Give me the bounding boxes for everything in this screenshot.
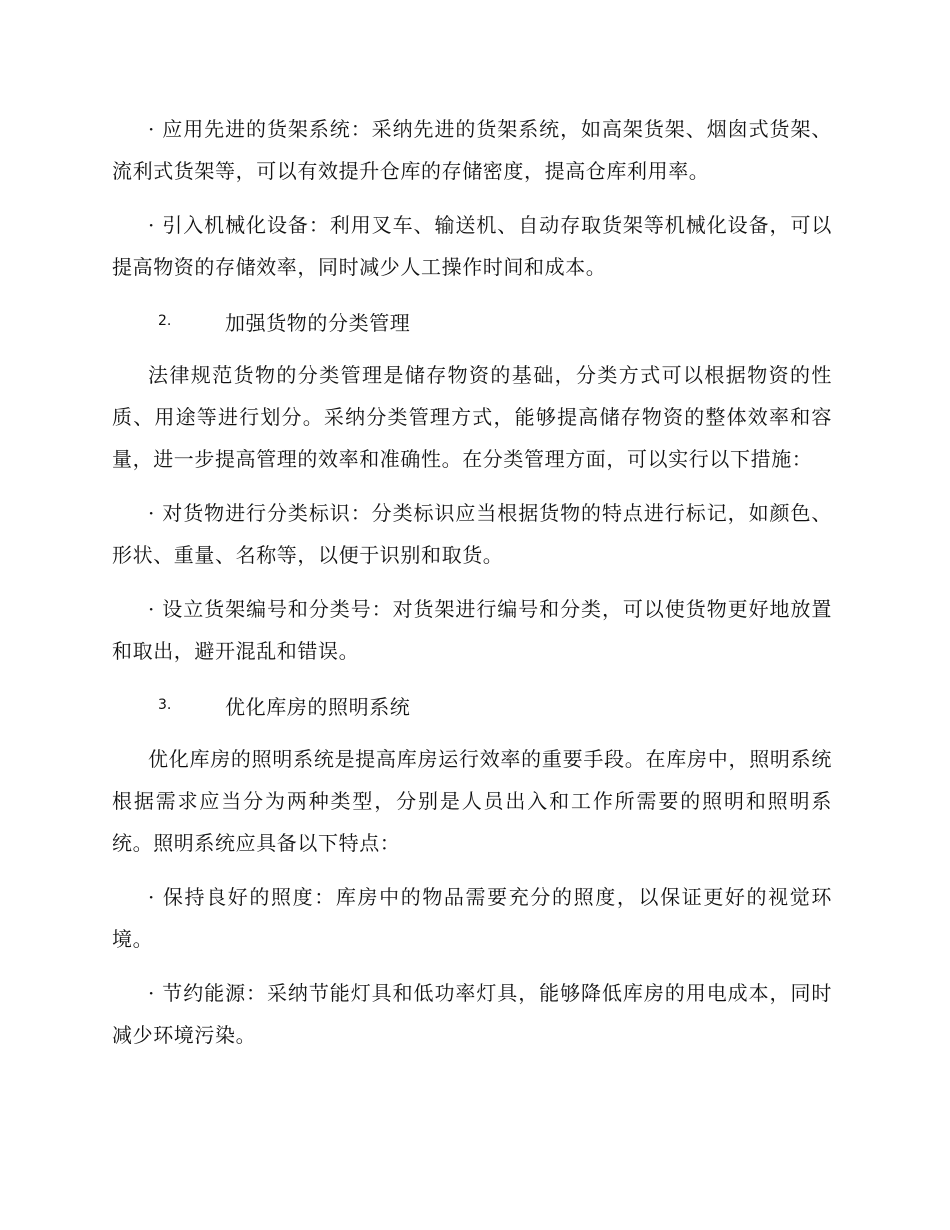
bullet-shelf-numbering: · 设立货架编号和分类号：对货架进行编号和分类，可以使货物更好地放置和取出，避开混乱和错误。 bbox=[112, 597, 832, 663]
section-number: 2. bbox=[158, 313, 172, 329]
bullet-mechanized-equipment: · 引入机械化设备：利用叉车、输送机、自动存取货架等机械化设备，可以提高物资的存储效率，同时减少人工操作时间和成本。 bbox=[112, 213, 832, 279]
section-number: 3. bbox=[158, 697, 172, 713]
document-body bbox=[112, 108, 832, 1068]
bullet-goods-labeling: · 对货物进行分类标识：分类标识应当根据货物的特点进行标记，如颜色、形状、重量、名称等，以便于识别和取货。 bbox=[112, 501, 832, 567]
section-title: 加强货物的分类管理 bbox=[225, 310, 411, 335]
section-3-paragraph: 优化库房的照明系统是提高库房运行效率的重要手段。在库房中，照明系统根据需求应当分为两种类型，分别是人员出入和工作所需要的照明和照明系统。照明系统应具备以下特点： bbox=[112, 747, 832, 855]
bullet-illuminance: · 保持良好的照度：库房中的物品需要充分的照度，以保证更好的视觉环境。 bbox=[112, 885, 832, 951]
bullet-shelving-system: · 应用先进的货架系统：采纳先进的货架系统，如高架货架、烟囱式货架、流利式货架等，可以有效提升仓库的存储密度，提高仓库利用率。 bbox=[112, 117, 832, 183]
bullet-energy-saving: · 节约能源：采纳节能灯具和低功率灯具，能够降低库房的用电成本，同时减少环境污染。 bbox=[112, 981, 832, 1047]
section-title: 优化库房的照明系统 bbox=[225, 694, 411, 719]
section-heading-3 bbox=[112, 684, 832, 726]
section-heading-2 bbox=[112, 300, 832, 342]
section-2-paragraph: 法律规范货物的分类管理是储存物资的基础，分类方式可以根据物资的性质、用途等进行划分。采纳分类管理方式，能够提高储存物资的整体效率和容量，进一步提高管理的效率和准确性。在分类管理方面，可以实行以下措施： bbox=[112, 363, 832, 471]
